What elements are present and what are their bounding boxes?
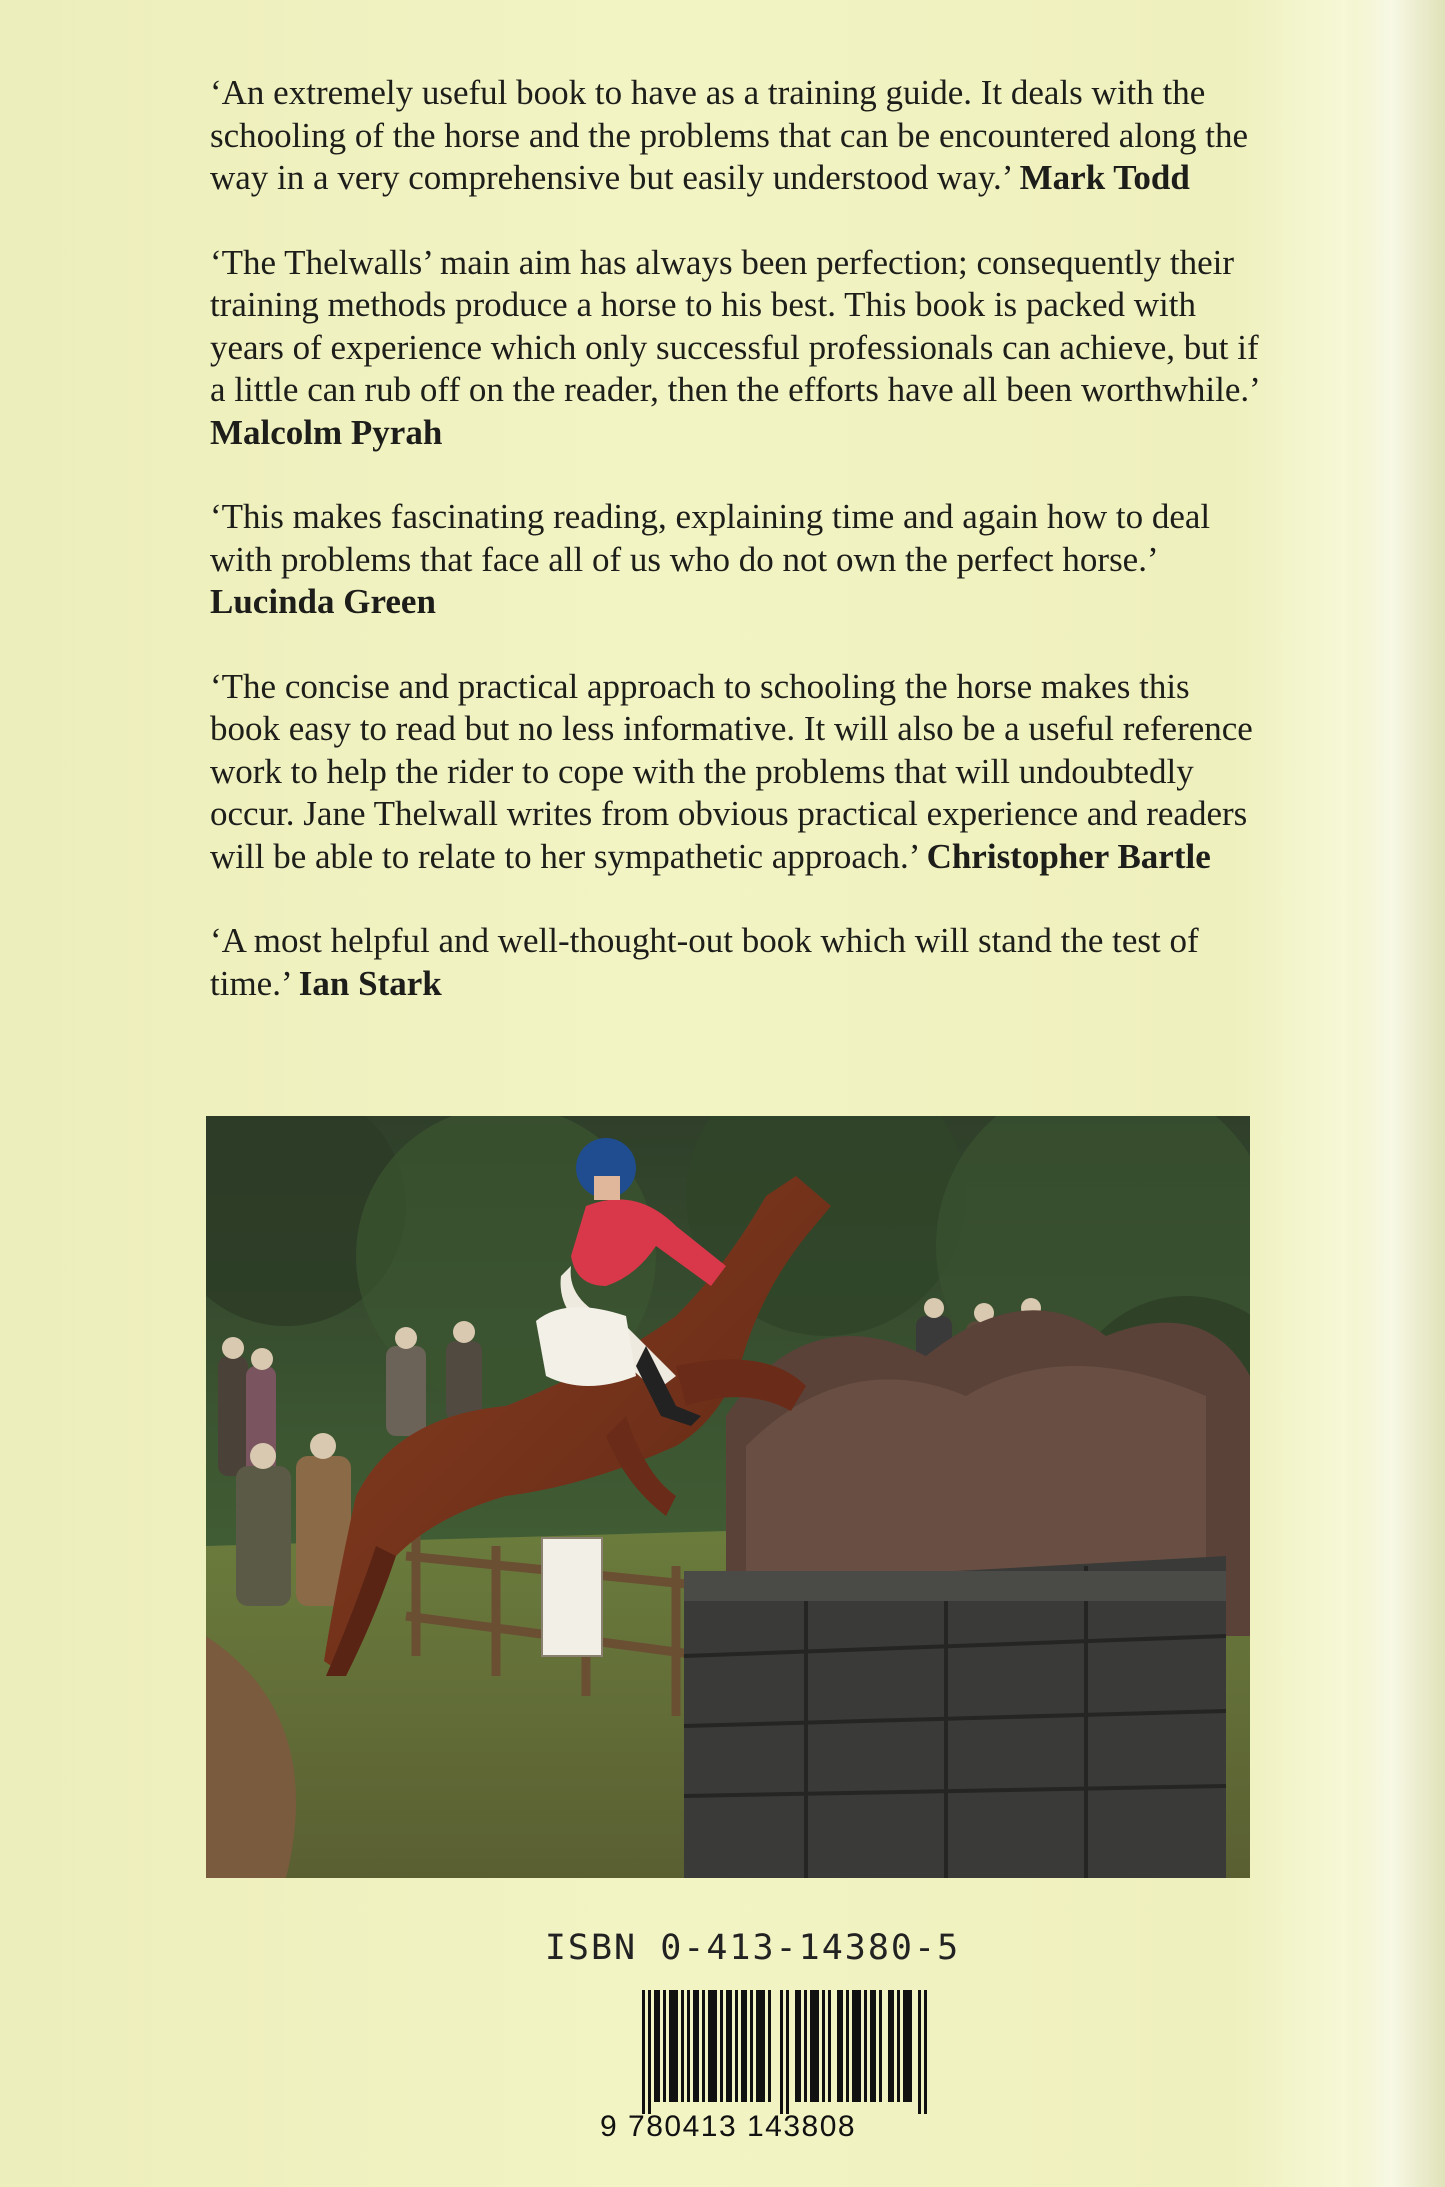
quote-malcolm-pyrah — [210, 242, 1260, 455]
course-sign — [542, 1538, 602, 1656]
quotes-section — [210, 72, 1260, 1047]
quote-author: Mark Todd — [1019, 158, 1190, 197]
quote-christopher-bartle — [210, 666, 1260, 879]
isbn-label: ISBN 0-413-14380-5 — [544, 1928, 961, 1968]
quote-text: ‘This makes fascinating reading, explaining time and again how to deal with problems that face all of us who do not own the perfect horse.’ — [210, 497, 1211, 579]
quote-text: ‘A most helpful and well-thought-out book which will stand the test of time.’ — [210, 921, 1199, 1003]
photo-illustration — [206, 1116, 1250, 1878]
quote-author: Lucinda Green — [210, 582, 436, 621]
barcode-bars — [642, 1990, 930, 2114]
quote-ian-stark — [210, 920, 1260, 1005]
barcode — [600, 1990, 940, 2150]
quote-lucinda-green — [210, 496, 1260, 624]
quote-text: ‘The Thelwalls’ main aim has always been perfection; consequently their training methods produce a horse to his best. This book is packed with years of experience which only successful professionals can achieve, but if a little can rub off on the reader, then the efforts have all been worthwhile.’ — [210, 242, 1259, 409]
quote-author: Malcolm Pyrah — [210, 412, 443, 452]
spine-highlight — [1355, 0, 1445, 2187]
quote-author: Ian Stark — [298, 963, 442, 1003]
quote-text: ‘An extremely useful book to have as a training guide. It deals with the schooling of the horse and the problems that can be encountered along the way in a very comprehensive but easily understood way.’ — [210, 73, 1249, 197]
quote-author: Christopher Bartle — [926, 836, 1211, 876]
quote-text: ‘The concise and practical approach to schooling the horse makes this book easy to read but no less informative. It will also be a useful reference work to help the rider to cope with the problems that will undoubtedly occur. Jane Thelwall writes from obvious practical experience and readers will be able to relate to her sympathetic approach.’ — [210, 666, 1253, 876]
quote-mark-todd — [210, 72, 1260, 200]
horse-jumping-photo — [206, 1116, 1250, 1878]
barcode-number: 9 780413 143808 — [600, 2110, 857, 2143]
